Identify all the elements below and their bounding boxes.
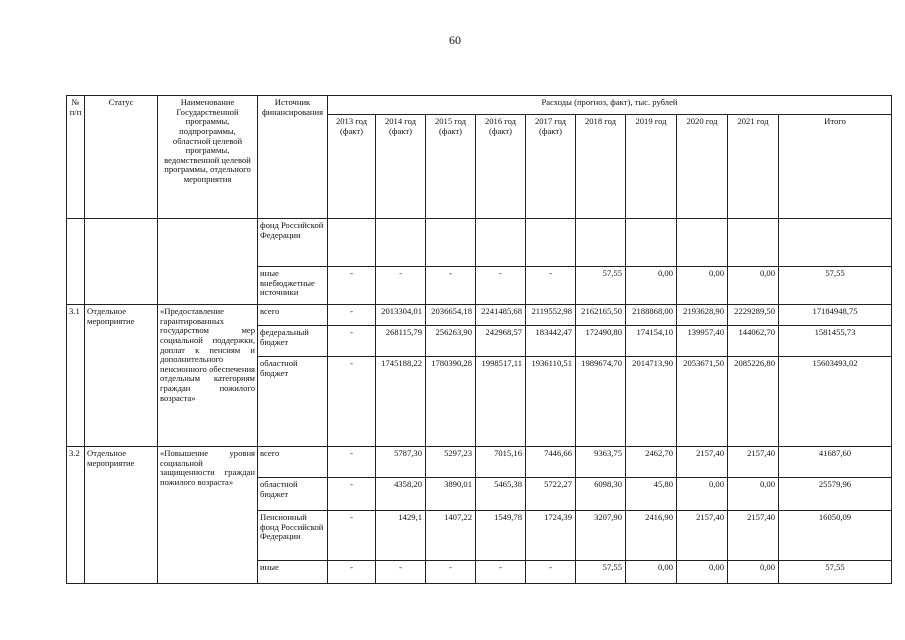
value-cell: 1549,78 bbox=[476, 511, 526, 561]
row-name: «Повышение уровня социальной защищенности граждан пожилого возраста» bbox=[158, 447, 258, 584]
value-cell bbox=[728, 219, 779, 267]
value-cell: 0,00 bbox=[677, 561, 728, 584]
value-cell: - bbox=[328, 326, 376, 357]
row-status bbox=[85, 219, 158, 305]
header-year: 2021 год bbox=[728, 115, 779, 219]
financing-table bbox=[66, 95, 892, 584]
value-cell: 0,00 bbox=[728, 267, 779, 305]
value-cell: 2157,40 bbox=[728, 447, 779, 478]
value-cell bbox=[426, 219, 476, 267]
value-cell: - bbox=[426, 267, 476, 305]
value-cell: 57,55 bbox=[779, 561, 892, 584]
table-row bbox=[67, 447, 892, 478]
value-cell: 57,55 bbox=[576, 561, 626, 584]
value-cell: - bbox=[328, 478, 376, 511]
value-cell bbox=[779, 219, 892, 267]
value-cell: 1407,22 bbox=[426, 511, 476, 561]
value-cell: - bbox=[328, 267, 376, 305]
value-cell: 2157,40 bbox=[677, 447, 728, 478]
row-source: Пенсионный фонд Российской Федерации bbox=[258, 511, 328, 561]
header-year: 2014 год (факт) bbox=[376, 115, 426, 219]
value-cell: 242968,57 bbox=[476, 326, 526, 357]
header-expenses: Расходы (прогноз, факт), тыс. рублей bbox=[328, 96, 892, 115]
value-cell: 2036654,18 bbox=[426, 305, 476, 326]
value-cell: 4358,20 bbox=[376, 478, 426, 511]
value-cell: 2014713,90 bbox=[626, 357, 677, 447]
value-cell: - bbox=[376, 561, 426, 584]
value-cell bbox=[328, 219, 376, 267]
value-cell: - bbox=[526, 267, 576, 305]
value-cell: 1936110,51 bbox=[526, 357, 576, 447]
value-cell: 174154,10 bbox=[626, 326, 677, 357]
value-cell: - bbox=[476, 267, 526, 305]
value-cell: 0,00 bbox=[728, 561, 779, 584]
value-cell: 268115,79 bbox=[376, 326, 426, 357]
value-cell: 3207,90 bbox=[576, 511, 626, 561]
value-cell: 6098,30 bbox=[576, 478, 626, 511]
value-cell: 15603493,02 bbox=[779, 357, 892, 447]
value-cell: 7015,16 bbox=[476, 447, 526, 478]
value-cell: - bbox=[328, 357, 376, 447]
row-source: иные внебюджетные источники bbox=[258, 267, 328, 305]
value-cell: 45,80 bbox=[626, 478, 677, 511]
header-year: Итого bbox=[779, 115, 892, 219]
value-cell bbox=[526, 219, 576, 267]
row-status: Отдельное мероприятие bbox=[85, 447, 158, 584]
value-cell: 1429,1 bbox=[376, 511, 426, 561]
row-source: областной бюджет bbox=[258, 357, 328, 447]
value-cell: 2229289,50 bbox=[728, 305, 779, 326]
row-number: 3.1 bbox=[67, 305, 85, 447]
value-cell: 183442,47 bbox=[526, 326, 576, 357]
row-status: Отдельное мероприятие bbox=[85, 305, 158, 447]
value-cell: 2053671,50 bbox=[677, 357, 728, 447]
row-name: «Предоставление гарантированных государством мер социальной поддержки, доплат к пенсиям и дополнительного пенсионного обеспечения отдельным категориям граждан пожилого возраста» bbox=[158, 305, 258, 447]
value-cell: 144062,70 bbox=[728, 326, 779, 357]
value-cell: - bbox=[328, 305, 376, 326]
row-source: фонд Российской Федерации bbox=[258, 219, 328, 267]
value-cell: 41687,60 bbox=[779, 447, 892, 478]
header-year: 2018 год bbox=[576, 115, 626, 219]
header-status: Статус bbox=[85, 96, 158, 219]
value-cell: 5787,30 bbox=[376, 447, 426, 478]
value-cell: 0,00 bbox=[677, 267, 728, 305]
value-cell: 1989674,70 bbox=[576, 357, 626, 447]
value-cell: - bbox=[526, 561, 576, 584]
value-cell: 57,55 bbox=[576, 267, 626, 305]
value-cell: - bbox=[476, 561, 526, 584]
row-source: всего bbox=[258, 447, 328, 478]
value-cell: 17184948,75 bbox=[779, 305, 892, 326]
value-cell: 2013304,01 bbox=[376, 305, 426, 326]
value-cell: 7446,66 bbox=[526, 447, 576, 478]
value-cell: 2162165,50 bbox=[576, 305, 626, 326]
value-cell bbox=[626, 219, 677, 267]
value-cell: 256263,90 bbox=[426, 326, 476, 357]
row-source: иные bbox=[258, 561, 328, 584]
value-cell: 2157,40 bbox=[728, 511, 779, 561]
value-cell: 172490,80 bbox=[576, 326, 626, 357]
value-cell: 16050,09 bbox=[779, 511, 892, 561]
value-cell: - bbox=[328, 447, 376, 478]
value-cell: 2193628,90 bbox=[677, 305, 728, 326]
value-cell: 0,00 bbox=[626, 561, 677, 584]
value-cell: - bbox=[376, 267, 426, 305]
value-cell: 1745188,22 bbox=[376, 357, 426, 447]
value-cell: 1581455,73 bbox=[779, 326, 892, 357]
value-cell bbox=[476, 219, 526, 267]
header-name: Наименование Государственной программы, подпрограммы, областной целевой программы, ведомственной целевой программы, отдельного мероприятия bbox=[158, 96, 258, 219]
value-cell: 2188868,00 bbox=[626, 305, 677, 326]
row-source: всего bbox=[258, 305, 328, 326]
value-cell: 5297,23 bbox=[426, 447, 476, 478]
page-number: 60 bbox=[449, 33, 461, 47]
table-row bbox=[67, 219, 892, 267]
header-row bbox=[67, 96, 892, 115]
value-cell: 2119552,98 bbox=[526, 305, 576, 326]
value-cell: 0,00 bbox=[677, 478, 728, 511]
header-year: 2020 год bbox=[677, 115, 728, 219]
value-cell: 0,00 bbox=[728, 478, 779, 511]
value-cell: 0,00 bbox=[626, 267, 677, 305]
value-cell: 2157,40 bbox=[677, 511, 728, 561]
header-year: 2017 год (факт) bbox=[526, 115, 576, 219]
value-cell: 1780390,28 bbox=[426, 357, 476, 447]
header-year: 2016 год (факт) bbox=[476, 115, 526, 219]
value-cell bbox=[376, 219, 426, 267]
header-no: № п/п bbox=[67, 96, 85, 219]
value-cell: 2241485,68 bbox=[476, 305, 526, 326]
value-cell: 3890,01 bbox=[426, 478, 476, 511]
value-cell: 2085226,80 bbox=[728, 357, 779, 447]
header-year: 2019 год bbox=[626, 115, 677, 219]
value-cell: 9363,75 bbox=[576, 447, 626, 478]
value-cell: 2462,70 bbox=[626, 447, 677, 478]
row-number: 3.2 bbox=[67, 447, 85, 584]
value-cell: - bbox=[328, 511, 376, 561]
value-cell: 5722,27 bbox=[526, 478, 576, 511]
value-cell bbox=[677, 219, 728, 267]
value-cell: 1724,39 bbox=[526, 511, 576, 561]
value-cell: - bbox=[328, 561, 376, 584]
value-cell: 25579,96 bbox=[779, 478, 892, 511]
row-number bbox=[67, 219, 85, 305]
value-cell: 5465,38 bbox=[476, 478, 526, 511]
table-row bbox=[67, 305, 892, 326]
value-cell: 139957,40 bbox=[677, 326, 728, 357]
value-cell: - bbox=[426, 561, 476, 584]
header-year: 2013 год (факт) bbox=[328, 115, 376, 219]
row-source: федеральный бюджет bbox=[258, 326, 328, 357]
row-source: областной бюджет bbox=[258, 478, 328, 511]
row-name bbox=[158, 219, 258, 305]
header-source: Источник финансирования bbox=[258, 96, 328, 219]
value-cell: 1998517,11 bbox=[476, 357, 526, 447]
value-cell bbox=[576, 219, 626, 267]
value-cell: 2416,90 bbox=[626, 511, 677, 561]
header-year: 2015 год (факт) bbox=[426, 115, 476, 219]
value-cell: 57,55 bbox=[779, 267, 892, 305]
